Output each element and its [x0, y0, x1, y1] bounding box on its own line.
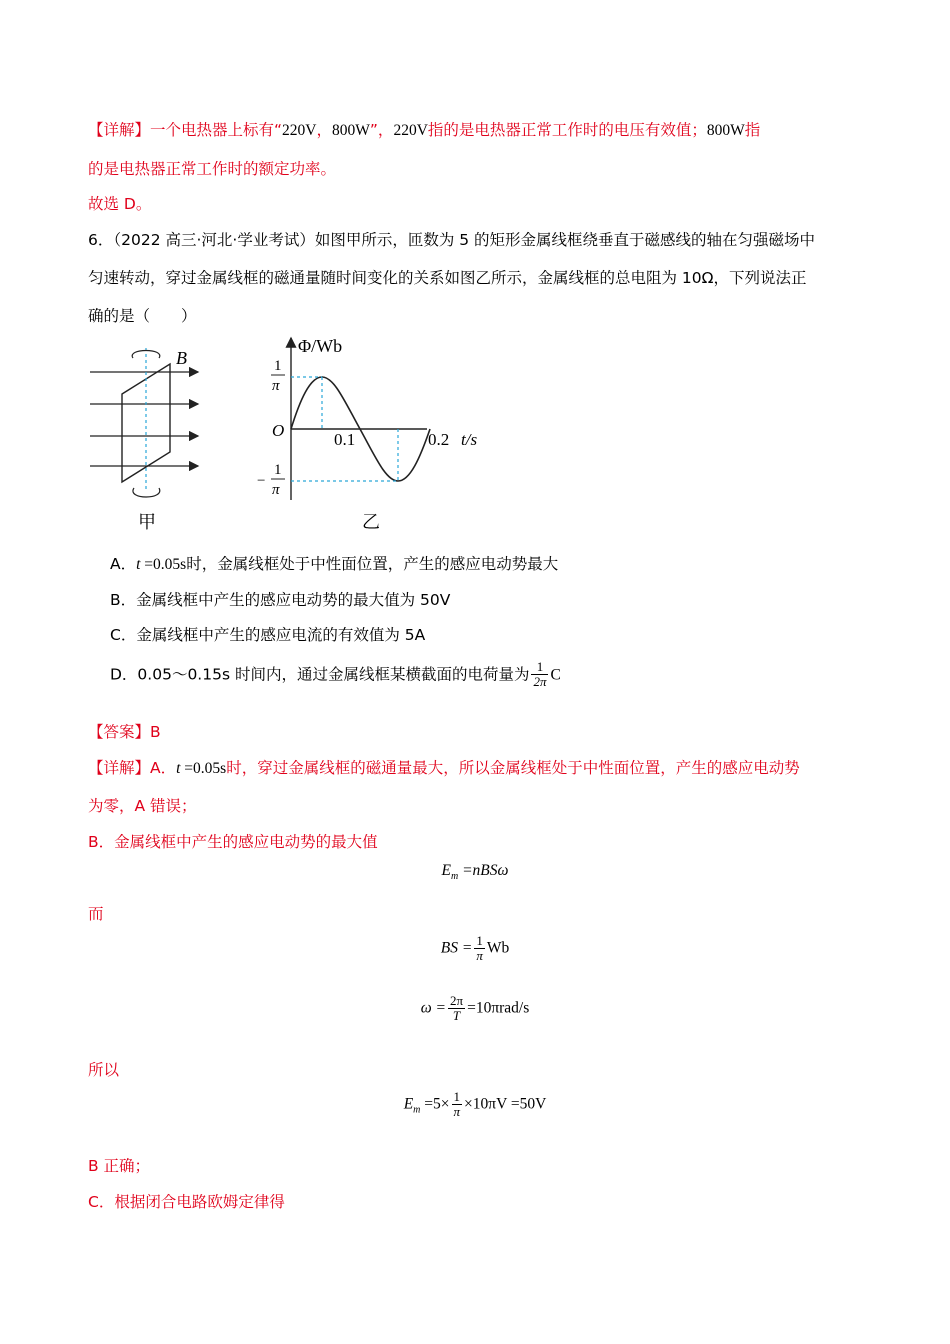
- frac-num: 2π: [450, 993, 464, 1008]
- option-a-math: t =0.05s: [136, 556, 187, 573]
- detail-previous-line1: [88, 118, 760, 140]
- question-line1: 6．（2022 高三·河北·学业考试）如图甲所示，匝数为 5 的矩形金属线框绕垂直于磁感线的轴在匀强磁场中: [88, 231, 816, 249]
- option-b: B．金属线框中产生的感应电动势的最大值为 50V: [110, 591, 451, 609]
- eq-sub: m: [450, 871, 459, 883]
- detail-tag: 【详解】: [88, 121, 151, 139]
- eq-lhs: BS =: [440, 939, 473, 957]
- frac-den: T: [452, 1008, 461, 1024]
- detail-text: ”，: [369, 121, 394, 139]
- detail-text: 指的是电热器正常工作时的电压有效值；: [427, 121, 707, 139]
- detail-text: 一个电热器上标有“: [150, 121, 283, 139]
- solution-text: 时，穿过金属线框的磁通量最大，所以金属线框处于中性面位置，产生的感应电动势: [226, 759, 800, 777]
- detail-text: ，: [316, 121, 333, 139]
- option-c: C．金属线框中产生的感应电流的有效值为 5A: [110, 626, 426, 644]
- frac-num: 1: [474, 934, 485, 949]
- figure-flux-graph: [252, 330, 502, 535]
- solution-tag: 【详解】A．: [88, 759, 177, 777]
- figure-rotating-frame: [86, 342, 216, 532]
- frac-den: π: [453, 1104, 461, 1120]
- solution-line1: [88, 756, 800, 778]
- frac-den: π: [476, 948, 483, 964]
- solution-line2: 为零，A 错误；: [88, 797, 197, 815]
- solution-suoyi: 所以: [88, 1061, 120, 1079]
- caption-yi: 乙: [362, 512, 380, 532]
- eq-fraction: [452, 1090, 463, 1120]
- tick-0-1: 0.1: [334, 430, 356, 449]
- y-pos-den: π: [272, 378, 280, 394]
- option-d: [110, 660, 561, 690]
- answer-line: 【答案】B: [88, 723, 161, 741]
- eq-sub: m: [413, 1104, 421, 1116]
- math-800w: 800W: [332, 122, 370, 139]
- question-line3: 确的是（ ）: [88, 307, 197, 325]
- y-axis-label: Φ/Wb: [298, 336, 343, 356]
- frac-den: 2π: [533, 674, 547, 690]
- solution-c-line: C．根据闭合电路欧姆定律得: [88, 1193, 285, 1211]
- math-800w: 800W: [706, 122, 745, 139]
- eq-unit: Wb: [486, 939, 510, 957]
- equation-bs: [0, 934, 950, 964]
- option-d-text: D．0.05～0.15s 时间内，通过金属线框某横截面的电荷量为: [110, 665, 530, 684]
- option-d-unit: C: [550, 666, 561, 684]
- eq-part: ×10πV =50V: [464, 1095, 547, 1113]
- eq-e: E: [441, 862, 451, 879]
- option-a-text: 时，金属线框处于中性面位置，产生的感应电动势最大: [186, 555, 559, 573]
- frac-num: 1: [531, 660, 548, 675]
- detail-previous-line3: 故选 D。: [88, 195, 152, 213]
- solution-b-correct: B 正确；: [88, 1157, 151, 1175]
- option-d-fraction: [531, 660, 548, 690]
- frac-num: 1: [452, 1090, 463, 1105]
- y-neg-sign: −: [257, 473, 266, 489]
- tick-0-2: 0.2: [428, 430, 450, 449]
- equation-em: [0, 862, 950, 882]
- option-a-label: A．: [110, 555, 137, 573]
- origin-label: O: [272, 421, 285, 440]
- x-axis-label: t/s: [461, 430, 478, 449]
- eq-part: =5×: [420, 1095, 450, 1113]
- solution-er: 而: [88, 905, 104, 923]
- solution-line3: B．金属线框中产生的感应电动势的最大值: [88, 833, 378, 851]
- y-neg-den: π: [272, 482, 280, 498]
- math-220v: 220V: [393, 122, 428, 139]
- equation-omega: [0, 994, 950, 1024]
- equation-em-result: [0, 1090, 950, 1120]
- y-pos-num: 1: [274, 358, 282, 374]
- detail-previous-line2: 的是电热器正常工作时的额定功率。: [88, 160, 337, 178]
- y-neg-num: 1: [274, 462, 282, 478]
- eq-rhs: =10πrad/s: [467, 999, 530, 1017]
- option-a: [110, 552, 558, 574]
- math-220v: 220V: [282, 122, 317, 139]
- eq-fraction: [448, 994, 465, 1024]
- caption-jia: 甲: [138, 512, 156, 532]
- detail-text: 指: [744, 121, 761, 139]
- eq-lhs: ω =: [420, 999, 446, 1017]
- question-line2: 匀速转动，穿过金属线框的磁通量随时间变化的关系如图乙所示，金属线框的总电阻为 10Ω，下列说法正: [88, 269, 807, 287]
- eq-rhs: =nBSω: [458, 862, 509, 879]
- eq-e: E: [403, 1095, 414, 1113]
- field-label-b: B: [176, 348, 187, 368]
- eq-fraction: [474, 934, 485, 964]
- solution-math-t: t =0.05s: [176, 760, 227, 777]
